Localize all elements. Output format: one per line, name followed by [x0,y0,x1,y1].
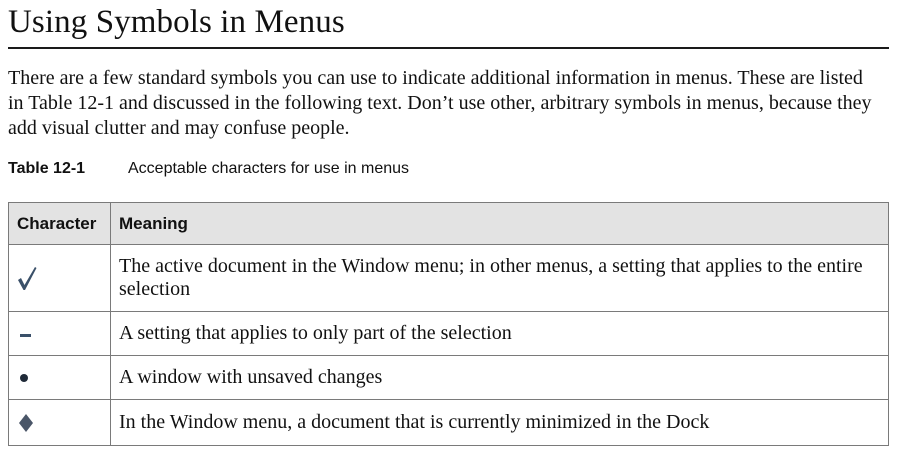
header-meaning: Meaning [111,203,889,245]
symbol-cell [9,356,111,400]
section-heading: Using Symbols in Menus [8,4,345,40]
meaning-cell: A window with unsaved changes [111,356,889,400]
table-caption-number: Table 12-1 [8,160,86,177]
symbols-table [8,202,889,446]
bullet-icon [16,371,38,385]
meaning-cell: A setting that applies to only part of the selection [111,312,889,356]
checkmark-icon [16,265,38,291]
dash-icon [16,327,38,341]
table-caption-title: Acceptable characters for use in menus [128,160,410,177]
table-caption [8,158,889,180]
header-character: Character [9,203,111,245]
intro-paragraph: There are a few standard symbols you can use to indicate additional information in menus. These are listed in Table 12-1 and discussed in the following text. Don’t use other, arbitrary symbols in menus, because they add visual clutter and may confuse people. [8,67,872,139]
meaning-cell: The active document in the Window menu; in other menus, a setting that applies to the entire selection [111,245,889,312]
table-row [9,356,889,400]
document-page [8,0,889,433]
diamond-icon [16,411,38,435]
symbol-cell [9,245,111,312]
symbol-cell [9,400,111,446]
table-header-row [9,203,889,245]
table-row [9,245,889,312]
table-row [9,400,889,446]
symbol-cell [9,312,111,356]
table-row [9,312,889,356]
heading-rule [8,47,889,49]
meaning-cell: In the Window menu, a document that is currently minimized in the Dock [111,400,889,446]
